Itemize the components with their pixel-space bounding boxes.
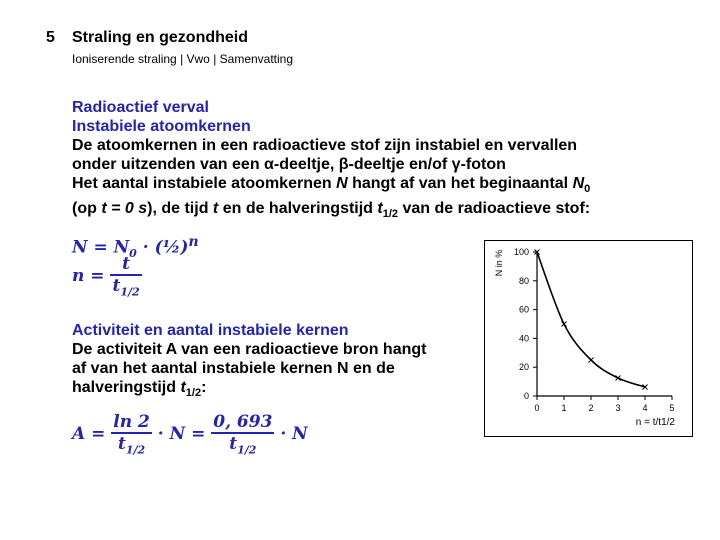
chart-markers — [535, 250, 648, 390]
formula-decay-law: $N = N_0$ · (½)$^n$ — [72, 234, 199, 261]
y-tick-label: 60 — [518, 304, 529, 315]
chart-axes — [537, 252, 672, 396]
text-line-4: (op t = 0 s), de tijd t en de halveringstijd $t_{1/2}$ van de radioactieve stof: — [72, 200, 591, 221]
formula-activity: A = $\frac{\ln 2}{t_{1/2}}$ · N = $\frac{0, 693}{t_{1/2}}$ · N — [72, 412, 308, 457]
heading-instabiele-atoomkernen: Instabiele atoomkernen — [72, 118, 251, 135]
heading-activiteit: Activiteit en aantal instabiele kernen — [72, 322, 349, 339]
chart-ticks — [514, 247, 675, 413]
text-line-2: onder uitzenden van een α-deeltje, β-deeltje en/of γ-foton — [72, 156, 506, 173]
y-tick-label: 80 — [518, 275, 529, 286]
header-subtitle: Ioniserende straling | Vwo | Samenvatting — [72, 52, 294, 66]
x-tick-label: 0 — [534, 403, 540, 413]
x-tick-label: 5 — [669, 403, 675, 413]
y-tick-label: 20 — [518, 362, 529, 373]
header-title: Straling en gezondheid — [72, 29, 249, 46]
decay-chart — [484, 240, 693, 437]
x-tick-label: 2 — [588, 403, 594, 413]
text-line-3: Het aantal instabiele atoomkernen N hangt af van het beginaantal $N_0$ — [72, 175, 591, 196]
activity-line-3: halveringstijd $t_{1/2}$: — [72, 379, 207, 400]
y-tick-label: 0 — [523, 391, 529, 401]
header-number: 5 — [46, 29, 55, 46]
activity-line-2: af van het aantal instabiele kernen N en de — [72, 360, 395, 377]
x-tick-label: 4 — [642, 403, 648, 413]
heading-radioactief-verval: Radioactief verval — [72, 99, 209, 116]
text-line-1: De atoomkernen in een radioactieve stof zijn instabiel en vervallen — [72, 137, 578, 154]
x-tick-label: 3 — [615, 403, 621, 413]
x-tick-label: 1 — [561, 403, 567, 413]
y-tick-label: 100 — [513, 247, 529, 257]
section-radioactive-decay — [72, 98, 590, 224]
decay-chart-svg — [485, 241, 692, 436]
x-axis-label: n = t/t1/2 — [635, 417, 675, 428]
section-activity — [72, 321, 426, 403]
decay-curve — [537, 252, 645, 387]
y-tick-label: 40 — [518, 333, 529, 344]
y-axis-label: N in % — [494, 249, 504, 277]
activity-line-1: De activiteit A van een radioactieve bron hangt — [72, 341, 427, 358]
formula-n-definition: n = $\frac{t}{t_{1/2}}$ — [72, 254, 140, 299]
